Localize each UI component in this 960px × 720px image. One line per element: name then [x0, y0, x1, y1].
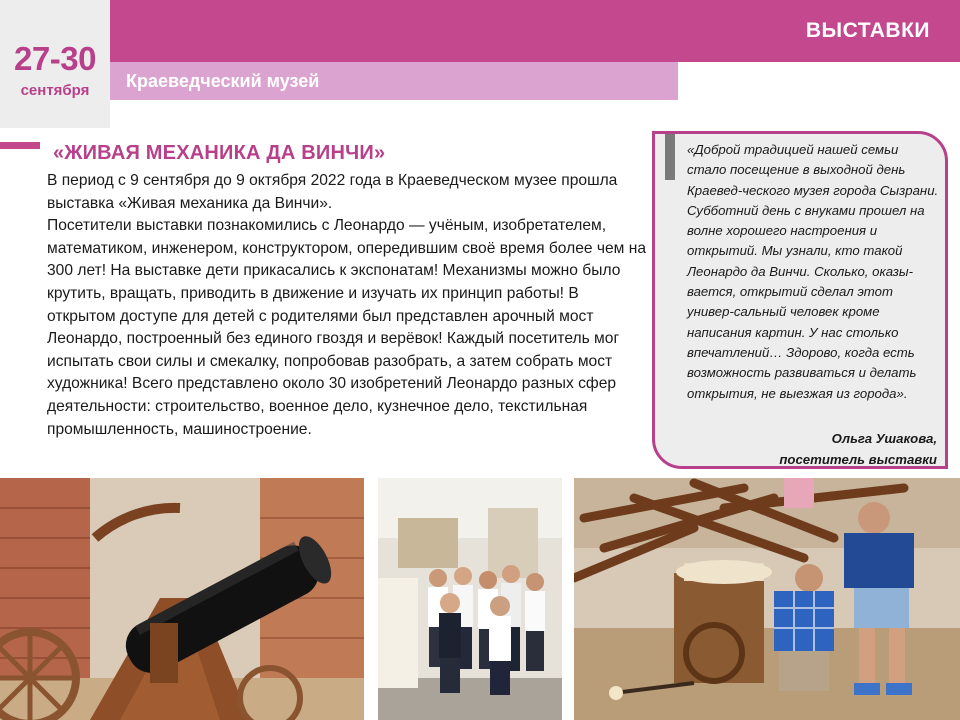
visitor-quote-box	[652, 131, 948, 469]
article-paragraph-1: В период с 9 сентября до 9 октября 2022 года в Краеведческом музее прошла выставка «Живая механика да Винчи».	[47, 172, 618, 212]
quote-author	[779, 429, 937, 470]
section-title: ВЫСТАВКИ	[805, 19, 930, 42]
article-body	[47, 170, 647, 441]
children-group-photo	[378, 478, 562, 720]
article-title: «ЖИВАЯ МЕХАНИКА ДА ВИНЧИ»	[53, 142, 386, 164]
date-month: сентября	[20, 82, 90, 99]
section-header-band	[110, 0, 960, 62]
venue-title: Краеведческий музей	[126, 71, 320, 91]
quote-author-name: Ольга Ушакова,	[831, 431, 937, 446]
venue-band	[110, 62, 678, 100]
date-range: 27-30	[14, 40, 96, 77]
quote-text: «Доброй традицией нашей семьи стало посещение в выходной день Краевед-ческого музея города Сызрани. Субботний день с внуками прошел на волне хорошего настроения и открытий. Мы узнали, кто такой Леонардо да Винчи. Сколько, оказы-вается, открытий сделал этот универ-сальный человек кроме написания картин. У нас столько впечатлений… Здорово, когда есть возможность развиваться и делать открытия, не выезжая из города».	[687, 142, 939, 401]
date-panel	[0, 0, 110, 128]
quote-accent-bar	[665, 134, 675, 180]
quote-author-role: посетитель выставки	[779, 451, 937, 467]
article-paragraph-2: Посетители выставки познакомились с Леонардо — учёным, изобретателем, математиком, инженером, конструктором, опередившим своё время более чем на 300 лет! На выставке дети прикасались к экспонатам! Механизмы можно было крутить, вращать, приводить в движение и изучать их принцип работы! В открытом доступе для детей с родителями был представлен арочный мост Леонардо, построенный без единого гвоздя и верёвок! Каждый посетитель мог испытать свои силы и смекалку, попробовав разобрать, а затем собрать мост художника! Всего представлено около 30 изобретений Леонардо разных сфер деятельности: строительство, военное дело, кузнечное дело, текстильная промышленность, машиностроение.	[47, 217, 647, 438]
boys-with-mechanism-photo	[574, 478, 960, 720]
cannon-model-photo	[0, 478, 364, 720]
accent-divider	[0, 142, 40, 149]
